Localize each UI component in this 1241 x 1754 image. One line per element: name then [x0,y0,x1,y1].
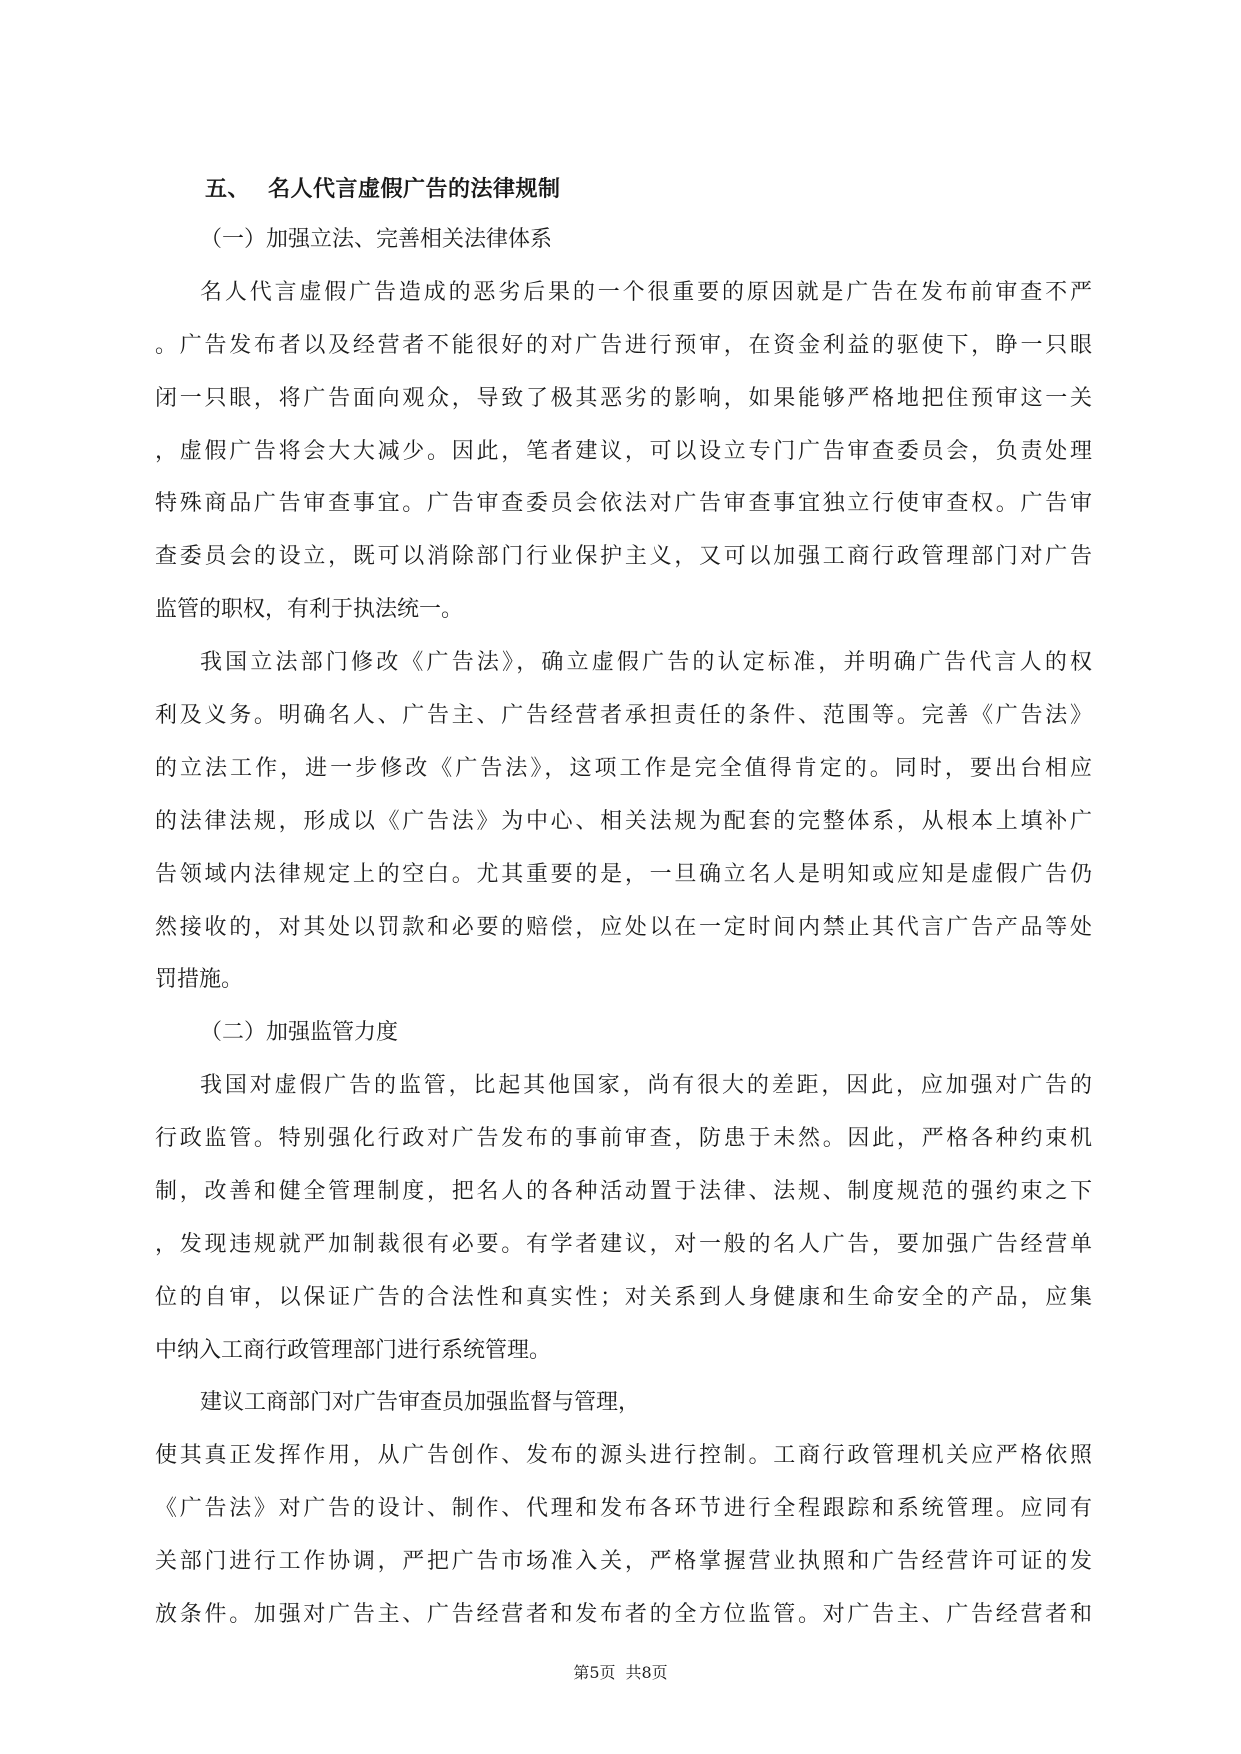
paragraph-line: 使其真正发挥作用，从广告创作、发布的源头进行控制。工商行政管理机关应严格依照 [155,1443,1092,1468]
paragraph-line: 中纳入工商行政管理部门进行系统管理。 [155,1338,552,1363]
paragraph-line: ，发现违规就严加制裁很有必要。有学者建议，对一般的名人广告，要加强广告经营单 [155,1232,1092,1257]
section-title-text: 名人代言虚假广告的法律规制 [268,176,561,202]
paragraph-line: 我国立法部门修改《广告法》，确立虚假广告的认定标准，并明确广告代言人的权 [200,650,1092,675]
paragraph-line: 关部门进行工作协调，严把广告市场准入关，严格掌握营业执照和广告经营许可证的发 [155,1549,1092,1574]
paragraph-line: 查委员会的设立，既可以消除部门行业保护主义，又可以加强工商行政管理部门对广告 [155,544,1092,569]
paragraph-line: 监管的职权，有利于执法统一。 [155,597,464,622]
paragraph-line: 名人代言虚假广告造成的恶劣后果的一个很重要的原因就是广告在发布前审查不严 [200,280,1092,305]
paragraph-line: 。广告发布者以及经营者不能很好的对广告进行预审，在资金利益的驱使下，睁一只眼 [155,333,1092,358]
page-number: 第5页 [573,1663,616,1682]
paragraph-line: 利及义务。明确名人、广告主、广告经营者承担责任的条件、范围等。完善《广告法》 [155,703,1092,728]
paragraph-line: 的立法工作，进一步修改《广告法》，这项工作是完全值得肯定的。同时，要出台相应 [155,756,1092,781]
subsection-heading-1: （一）加强立法、完善相关法律体系 [200,227,553,252]
paragraph-line: 我国对虚假广告的监管，比起其他国家，尚有很大的差距，因此，应加强对广告的 [200,1073,1092,1098]
page-total: 共8页 [625,1663,668,1682]
section-title [205,172,561,203]
paragraph-line: ，虚假广告将会大大减少。因此，笔者建议，可以设立专门广告审查委员会，负责处理 [155,439,1092,464]
paragraph-line: 放条件。加强对广告主、广告经营者和发布者的全方位监管。对广告主、广告经营者和 [155,1602,1092,1627]
paragraph-line: 位的自审，以保证广告的合法性和真实性；对关系到人身健康和生命安全的产品，应集 [155,1285,1092,1310]
paragraph-line: 的法律法规，形成以《广告法》为中心、相关法规为配套的完整体系，从根本上填补广 [155,809,1092,834]
paragraph-line: 告领域内法律规定上的空白。尤其重要的是，一旦确立名人是明知或应知是虚假广告仍 [155,862,1092,887]
page-footer [0,1660,1241,1683]
paragraph-line: 闭一只眼，将广告面向观众，导致了极其恶劣的影响，如果能够严格地把住预审这一关 [155,386,1092,411]
paragraph-line: 建议工商部门对广告审查员加强监督与管理， [200,1390,641,1415]
paragraph-line: 行政监管。特别强化行政对广告发布的事前审查，防患于未然。因此，严格各种约束机 [155,1126,1092,1151]
paragraph-line: 然接收的，对其处以罚款和必要的赔偿，应处以在一定时间内禁止其代言广告产品等处 [155,915,1092,940]
section-number: 五、 [205,176,251,202]
paragraph-line: 罚措施。 [155,967,244,992]
subsection-heading-2: （二）加强监管力度 [200,1020,399,1045]
paragraph-line: 制，改善和健全管理制度，把名人的各种活动置于法律、法规、制度规范的强约束之下 [155,1179,1092,1204]
paragraph-line: 特殊商品广告审查事宜。广告审查委员会依法对广告审查事宜独立行使审查权。广告审 [155,491,1092,516]
paragraph-line: 《广告法》对广告的设计、制作、代理和发布各环节进行全程跟踪和系统管理。应同有 [155,1496,1092,1521]
